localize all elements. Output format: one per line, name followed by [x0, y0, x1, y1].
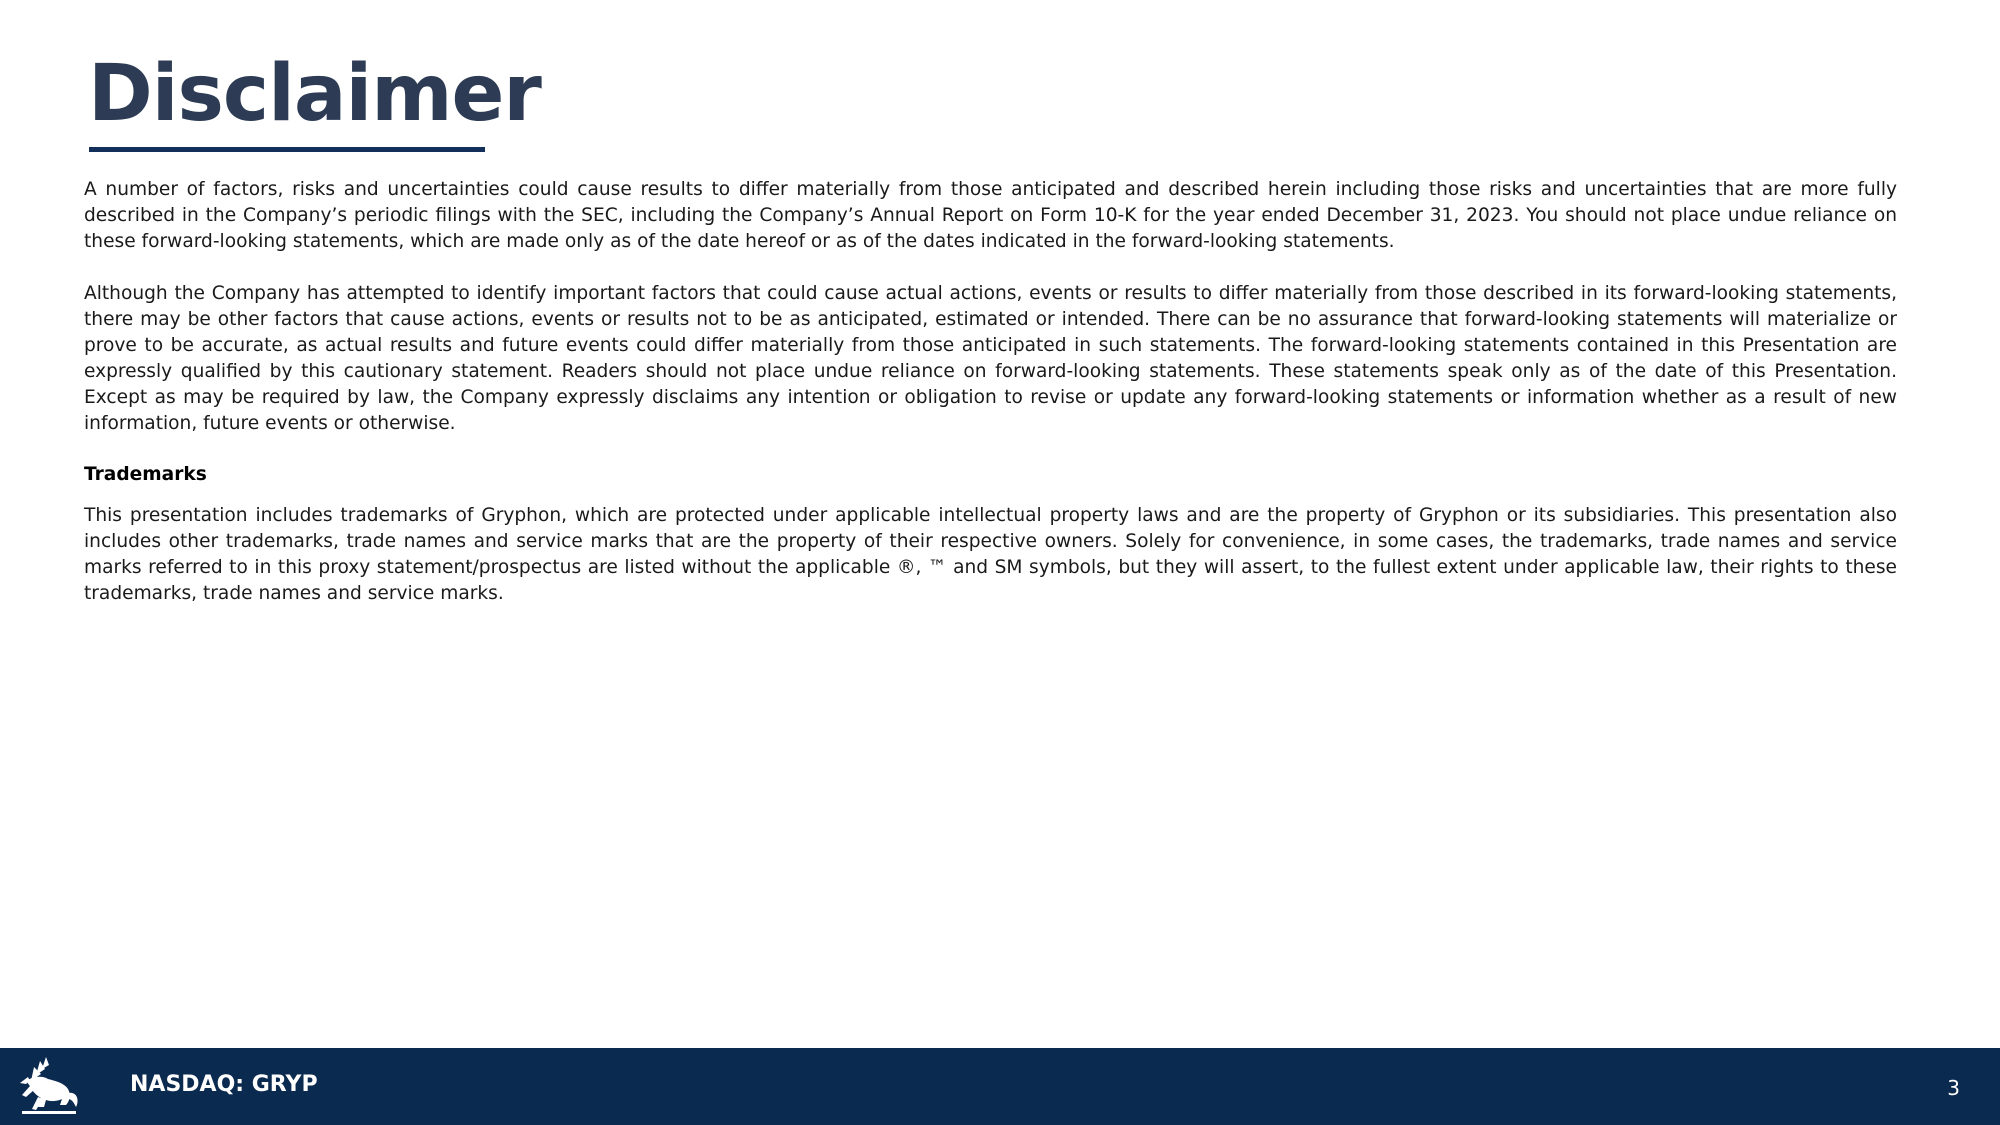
trademarks-heading: Trademarks — [84, 464, 207, 485]
page-title: Disclaimer — [88, 49, 541, 139]
disclaimer-paragraph-2: Although the Company has attempted to identify important factors that could cause actual actions, events or results to differ materially from those described in its forward-looking statements, there may be other factors that cause actions, events or results not to be as anticipated, estimated or intended. There can be no assurance that forward-looking statements will materialize or prove to be accurate, as actual results and future events could differ materially from those anticipated in such statements. The forward-looking statements contained in this Presentation are expressly qualified by this cautionary statement. Readers should not place undue reliance on forward-looking statements. These statements speak only as of the date of this Presentation. Except as may be required by law, the Company expressly disclaims any intention or obligation to revise or update any forward-looking statements or information whether as a result of new information, future events or otherwise. — [84, 283, 1897, 434]
page-number: 3 — [1947, 1076, 1960, 1100]
title-underline — [89, 147, 485, 152]
footer-bar — [0, 1048, 2000, 1125]
stock-ticker: NASDAQ: GRYP — [130, 1072, 318, 1097]
trademarks-paragraph: This presentation includes trademarks of Gryphon, which are protected under applicable intellectual property laws and are the property of Gryphon or its subsidiaries. This presentation also includes other trademarks, trade names and service marks that are the property of their respective owners. Solely for convenience, in some cases, the trademarks, trade names and service marks referred to in this proxy statement/prospectus are listed without the applicable ®, ™ and SM symbols, but they will assert, to the fullest extent under applicable law, their rights to these trademarks, trade names and service marks. — [84, 505, 1897, 604]
disclaimer-paragraph-1: A number of factors, risks and uncertainties could cause results to differ materially from those anticipated and described herein including those risks and uncertainties that are more fully described in the Company’s periodic filings with the SEC, including the Company’s Annual Report on Form 10-K for the year ended December 31, 2023. You should not place undue reliance on these forward-looking statements, which are made only as of the date hereof or as of the dates indicated in the forward-looking statements. — [84, 179, 1897, 252]
gryphon-logo-icon — [16, 1053, 82, 1119]
